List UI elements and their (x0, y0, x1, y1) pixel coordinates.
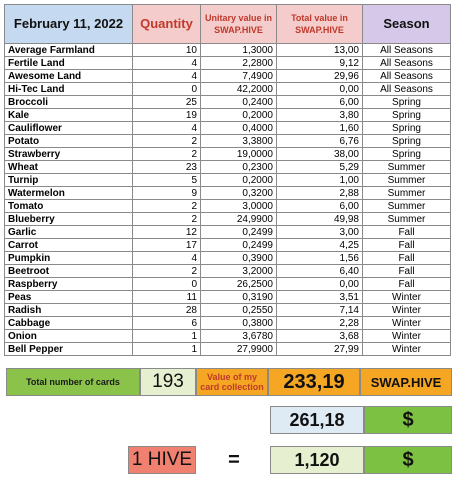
season-cell[interactable]: Fall (363, 252, 451, 265)
unit-value-cell[interactable]: 0,2499 (201, 226, 277, 239)
card-name-cell[interactable]: Broccoli (5, 96, 133, 109)
table-row (5, 148, 451, 161)
unit-value-cell[interactable]: 0,2499 (201, 239, 277, 252)
season-cell[interactable]: All Seasons (363, 83, 451, 96)
quantity-cell[interactable]: 1 (133, 330, 201, 343)
unit-value-cell[interactable]: 0,2000 (201, 109, 277, 122)
quantity-cell[interactable]: 25 (133, 96, 201, 109)
table-row (5, 44, 451, 57)
season-cell[interactable]: Fall (363, 278, 451, 291)
unit-value-cell[interactable]: 0,3200 (201, 187, 277, 200)
quantity-cell[interactable]: 1 (133, 343, 201, 356)
total-value-cell[interactable]: 6,00 (277, 96, 363, 109)
dollar-icon: $ (402, 408, 414, 431)
hive-rate-text: 1,120 (294, 449, 340, 470)
unit-value-cell[interactable]: 0,3800 (201, 317, 277, 330)
unit-value-cell[interactable]: 26,2500 (201, 278, 277, 291)
card-name-cell[interactable]: Pumpkin (5, 252, 133, 265)
quantity-cell[interactable]: 2 (133, 148, 201, 161)
table-row (5, 278, 451, 291)
quantity-cell[interactable]: 4 (133, 122, 201, 135)
collection-unit[interactable] (360, 368, 452, 396)
quantity-cell[interactable]: 2 (133, 265, 201, 278)
quantity-cell[interactable]: 28 (133, 304, 201, 317)
total-value-cell[interactable]: 4,25 (277, 239, 363, 252)
unit-value-cell[interactable]: 3,6780 (201, 330, 277, 343)
unit-value-cell[interactable]: 0,3190 (201, 291, 277, 304)
collection-value-text: 233,19 (283, 370, 345, 393)
quantity-cell[interactable]: 19 (133, 109, 201, 122)
quantity-cell[interactable]: 2 (133, 213, 201, 226)
unit-value-cell[interactable]: 3,0000 (201, 200, 277, 213)
card-name-cell[interactable]: Raspberry (5, 278, 133, 291)
total-value-cell[interactable]: 3,68 (277, 330, 363, 343)
unit-value-cell[interactable]: 7,4900 (201, 70, 277, 83)
unit-value-cell[interactable]: 0,3900 (201, 252, 277, 265)
unit-value-cell[interactable]: 19,0000 (201, 148, 277, 161)
total-value-cell[interactable]: 1,00 (277, 174, 363, 187)
season-cell[interactable]: Spring (363, 148, 451, 161)
quantity-cell[interactable]: 0 (133, 278, 201, 291)
season-cell[interactable]: Summer (363, 213, 451, 226)
season-cell[interactable]: Spring (363, 122, 451, 135)
header-unit-value[interactable]: Unitary value in SWAP.HIVE (201, 5, 277, 44)
quantity-cell[interactable]: 4 (133, 70, 201, 83)
total-cards-value[interactable] (140, 368, 196, 396)
quantity-cell[interactable]: 11 (133, 291, 201, 304)
card-name-cell[interactable]: Tomato (5, 200, 133, 213)
total-cards-label[interactable] (6, 368, 140, 396)
season-cell[interactable]: Winter (363, 317, 451, 330)
season-cell[interactable]: Winter (363, 304, 451, 317)
usd-value-text: 261,18 (289, 409, 345, 430)
total-cards-label-text: Total number of cards (26, 377, 120, 387)
collection-unit-text: SWAP.HIVE (370, 374, 442, 390)
unit-value-cell[interactable]: 3,3800 (201, 135, 277, 148)
season-cell[interactable]: Spring (363, 109, 451, 122)
card-name-cell[interactable]: Turnip (5, 174, 133, 187)
card-name-cell[interactable]: Kale (5, 109, 133, 122)
unit-value-cell[interactable]: 0,2550 (201, 304, 277, 317)
card-name-cell[interactable]: Onion (5, 330, 133, 343)
unit-value-cell[interactable]: 1,3000 (201, 44, 277, 57)
total-value-cell[interactable]: 7,14 (277, 304, 363, 317)
total-value-cell[interactable]: 13,00 (277, 44, 363, 57)
season-cell[interactable]: Summer (363, 187, 451, 200)
season-cell[interactable]: Summer (363, 174, 451, 187)
table-row (5, 265, 451, 278)
card-name-cell[interactable]: Average Farmland (5, 44, 133, 57)
table-row (5, 330, 451, 343)
card-name-cell[interactable]: Peas (5, 291, 133, 304)
table-row (5, 239, 451, 252)
collection-label[interactable] (196, 368, 268, 396)
season-cell[interactable]: All Seasons (363, 44, 451, 57)
season-cell[interactable]: Summer (363, 200, 451, 213)
card-name-cell[interactable]: Beetroot (5, 265, 133, 278)
table-row (5, 135, 451, 148)
collection-label-text: Value of my card collection (200, 372, 264, 392)
total-value-cell[interactable]: 1,56 (277, 252, 363, 265)
header-row (5, 5, 451, 44)
table-row (5, 57, 451, 70)
table-row (5, 226, 451, 239)
total-value-cell[interactable]: 0,00 (277, 83, 363, 96)
quantity-cell[interactable]: 9 (133, 187, 201, 200)
table-row (5, 304, 451, 317)
total-value-cell[interactable]: 6,76 (277, 135, 363, 148)
hive-label[interactable] (128, 446, 196, 474)
unit-value-cell[interactable]: 0,2300 (201, 161, 277, 174)
quantity-cell[interactable]: 17 (133, 239, 201, 252)
table-body (5, 44, 451, 356)
header-total-value[interactable]: Total value in SWAP.HIVE (277, 5, 363, 44)
total-value-cell[interactable]: 27,99 (277, 343, 363, 356)
season-cell[interactable]: Fall (363, 239, 451, 252)
table-row (5, 83, 451, 96)
table-row (5, 200, 451, 213)
season-cell[interactable]: Fall (363, 265, 451, 278)
season-cell[interactable]: Summer (363, 161, 451, 174)
table-row (5, 122, 451, 135)
dollar-icon: $ (402, 448, 414, 471)
card-name-cell[interactable]: Watermelon (5, 187, 133, 200)
total-value-cell[interactable]: 5,29 (277, 161, 363, 174)
hive-rate[interactable] (270, 446, 364, 474)
total-value-cell[interactable]: 38,00 (277, 148, 363, 161)
total-value-cell[interactable]: 2,88 (277, 187, 363, 200)
season-cell[interactable]: All Seasons (363, 57, 451, 70)
total-value-cell[interactable]: 49,98 (277, 213, 363, 226)
table-row (5, 343, 451, 356)
total-value-cell[interactable]: 3,00 (277, 226, 363, 239)
season-cell[interactable]: Winter (363, 343, 451, 356)
usd-value[interactable] (270, 406, 364, 434)
unit-value-cell[interactable]: 2,2800 (201, 57, 277, 70)
unit-value-cell[interactable]: 0,2000 (201, 174, 277, 187)
table-row (5, 187, 451, 200)
card-name-cell[interactable]: Potato (5, 135, 133, 148)
table-row (5, 161, 451, 174)
card-name-cell[interactable]: Strawberry (5, 148, 133, 161)
table-row (5, 291, 451, 304)
table-row (5, 317, 451, 330)
unit-value-cell[interactable]: 42,2000 (201, 83, 277, 96)
card-name-cell[interactable]: Bell Pepper (5, 343, 133, 356)
header-quantity[interactable]: Quantity (133, 5, 201, 44)
season-cell[interactable]: Fall (363, 226, 451, 239)
card-name-cell[interactable]: Cabbage (5, 317, 133, 330)
total-value-cell[interactable]: 6,40 (277, 265, 363, 278)
header-date[interactable]: February 11, 2022 (5, 5, 133, 44)
card-name-cell[interactable]: Blueberry (5, 213, 133, 226)
quantity-cell[interactable]: 4 (133, 252, 201, 265)
total-value-cell[interactable]: 3,80 (277, 109, 363, 122)
season-cell[interactable]: Spring (363, 96, 451, 109)
collection-value[interactable] (268, 368, 360, 396)
equals-sign: = (228, 449, 240, 471)
quantity-cell[interactable]: 10 (133, 44, 201, 57)
unit-value-cell[interactable]: 3,2000 (201, 265, 277, 278)
table-row (5, 252, 451, 265)
card-name-cell[interactable]: Garlic (5, 226, 133, 239)
season-cell[interactable]: All Seasons (363, 70, 451, 83)
unit-value-cell[interactable]: 0,4000 (201, 122, 277, 135)
total-value-cell[interactable]: 29,96 (277, 70, 363, 83)
table-row (5, 174, 451, 187)
hive-rate-symbol[interactable] (364, 446, 452, 474)
cards-table (4, 4, 451, 356)
total-value-cell[interactable]: 2,28 (277, 317, 363, 330)
total-value-cell[interactable]: 9,12 (277, 57, 363, 70)
season-cell[interactable]: Winter (363, 291, 451, 304)
total-value-cell[interactable]: 1,60 (277, 122, 363, 135)
total-value-cell[interactable]: 0,00 (277, 278, 363, 291)
quantity-cell[interactable]: 2 (133, 200, 201, 213)
card-name-cell[interactable]: Carrot (5, 239, 133, 252)
total-cards-value-text: 193 (152, 371, 184, 392)
card-name-cell[interactable]: Cauliflower (5, 122, 133, 135)
quantity-cell[interactable]: 4 (133, 57, 201, 70)
table-row (5, 70, 451, 83)
unit-value-cell[interactable]: 27,9900 (201, 343, 277, 356)
unit-value-cell[interactable]: 0,2400 (201, 96, 277, 109)
card-name-cell[interactable]: Awesome Land (5, 70, 133, 83)
season-cell[interactable]: Spring (363, 135, 451, 148)
card-name-cell[interactable]: Fertile Land (5, 57, 133, 70)
usd-symbol[interactable] (364, 406, 452, 434)
table-row (5, 213, 451, 226)
quantity-cell[interactable]: 12 (133, 226, 201, 239)
table-row (5, 96, 451, 109)
unit-value-cell[interactable]: 24,9900 (201, 213, 277, 226)
card-name-cell[interactable]: Hi-Tec Land (5, 83, 133, 96)
header-season[interactable]: Season (363, 5, 451, 44)
table-row (5, 109, 451, 122)
quantity-cell[interactable]: 6 (133, 317, 201, 330)
card-name-cell[interactable]: Radish (5, 304, 133, 317)
season-cell[interactable]: Winter (363, 330, 451, 343)
hive-label-text: 1 HIVE (131, 449, 193, 470)
card-name-cell[interactable]: Wheat (5, 161, 133, 174)
quantity-cell[interactable]: 23 (133, 161, 201, 174)
quantity-cell[interactable]: 5 (133, 174, 201, 187)
quantity-cell[interactable]: 2 (133, 135, 201, 148)
total-value-cell[interactable]: 6,00 (277, 200, 363, 213)
total-value-cell[interactable]: 3,51 (277, 291, 363, 304)
quantity-cell[interactable]: 0 (133, 83, 201, 96)
